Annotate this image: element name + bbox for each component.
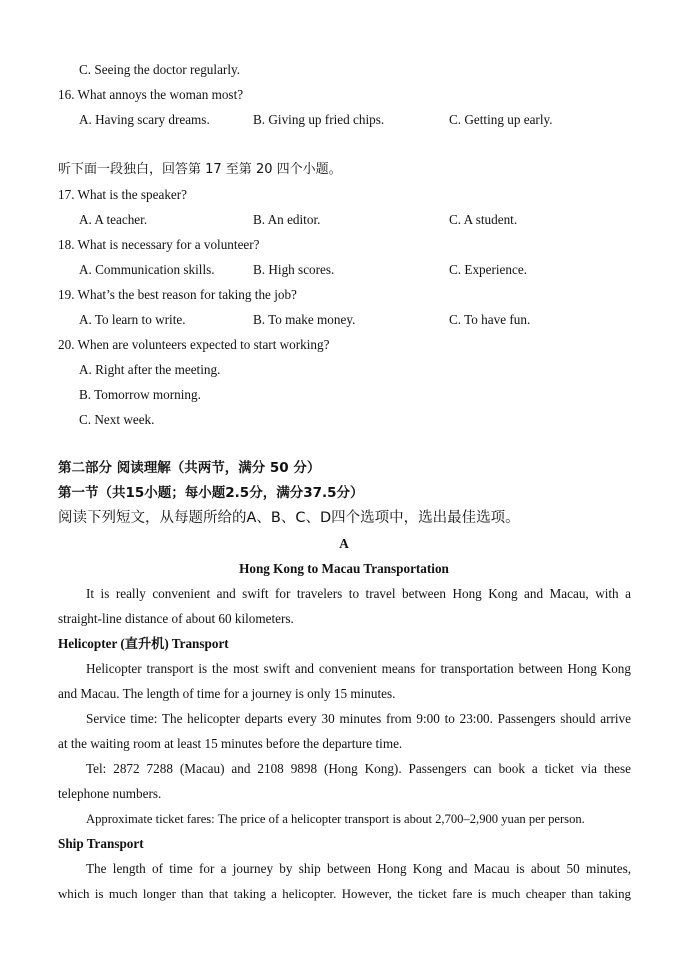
q19-option-b: B. To make money. xyxy=(253,312,356,327)
q18-option-c: C. Experience. xyxy=(449,262,527,277)
ship-p1-line-2: which is much longer than that taking a helicopter. However, the ticket fare is much cheaper than taking xyxy=(58,887,631,901)
part2-heading: 第二部分 阅读理解（共两节，满分 50 分） xyxy=(58,460,321,476)
q17-option-c: C. A student. xyxy=(449,212,518,227)
q17-stem: 17. What is the speaker? xyxy=(58,187,188,202)
q19-option-a: A. To learn to write. xyxy=(79,312,186,327)
q16-stem: 16. What annoys the woman most? xyxy=(58,87,244,102)
helicopter-p1-line-1: Helicopter transport is the most swift and convenient means for transportation between Hong Kong xyxy=(86,661,631,676)
intro-line-1: It is really convenient and swift for travelers to travel between Hong Kong and Macau, with a xyxy=(86,586,631,601)
q18-option-a: A. Communication skills. xyxy=(79,262,215,277)
helicopter-p4: Approximate ticket fares: The price of a helicopter transport is about 2,700–2,900 yuan per person. xyxy=(86,812,585,826)
q19-option-c: C. To have fun. xyxy=(449,312,531,327)
passage-letter: A xyxy=(339,536,349,551)
helicopter-p3-line-1: Tel: 2872 7288 (Macau) and 2108 9898 (Hong Kong). Passengers can book a ticket via these xyxy=(86,761,631,776)
q16-option-c: C. Getting up early. xyxy=(449,112,553,127)
q17-option-b: B. An editor. xyxy=(253,212,321,227)
q20-option-c: C. Next week. xyxy=(79,412,155,427)
helicopter-p2-line-2: at the waiting room at least 15 minutes before the departure time. xyxy=(58,736,403,751)
q17-option-a: A. A teacher. xyxy=(79,212,148,227)
q16-option-a: A. Having scary dreams. xyxy=(79,112,210,127)
passage-title: Hong Kong to Macau Transportation xyxy=(239,561,449,576)
q15-option-c: C. Seeing the doctor regularly. xyxy=(79,62,241,77)
q18-stem: 18. What is necessary for a volunteer? xyxy=(58,237,260,252)
helicopter-p3-line-2: telephone numbers. xyxy=(58,786,162,801)
helicopter-p1-line-2: and Macau. The length of time for a journey is only 15 minutes. xyxy=(58,686,396,701)
q20-stem: 20. When are volunteers expected to start working? xyxy=(58,337,330,352)
q20-option-b: B. Tomorrow morning. xyxy=(79,387,201,402)
helicopter-p2-line-1: Service time: The helicopter departs every 30 minutes from 9:00 to 23:00. Passengers should arrive xyxy=(86,711,631,726)
q19-stem: 19. What’s the best reason for taking the job? xyxy=(58,287,297,302)
q16-option-b: B. Giving up fried chips. xyxy=(253,112,385,127)
intro-line-2: straight-line distance of about 60 kilometers. xyxy=(58,611,294,626)
ship-p1-line-1: The length of time for a journey by ship between Hong Kong and Macau is about 50 minutes, xyxy=(86,861,631,876)
reading-instruction: 阅读下列短文，从每题所给的A、B、C、D四个选项中，选出最佳选项。 xyxy=(58,510,520,526)
helicopter-heading: Helicopter (直升机) Transport xyxy=(58,636,229,651)
monologue-instruction: 听下面一段独白，回答第 17 至第 20 四个小题。 xyxy=(58,162,342,177)
q18-option-b: B. High scores. xyxy=(253,262,335,277)
ship-heading: Ship Transport xyxy=(58,836,144,851)
q20-option-a: A. Right after the meeting. xyxy=(79,362,221,377)
section1-heading: 第一节（共15小题；每小题2.5分，满分37.5分） xyxy=(58,485,364,501)
